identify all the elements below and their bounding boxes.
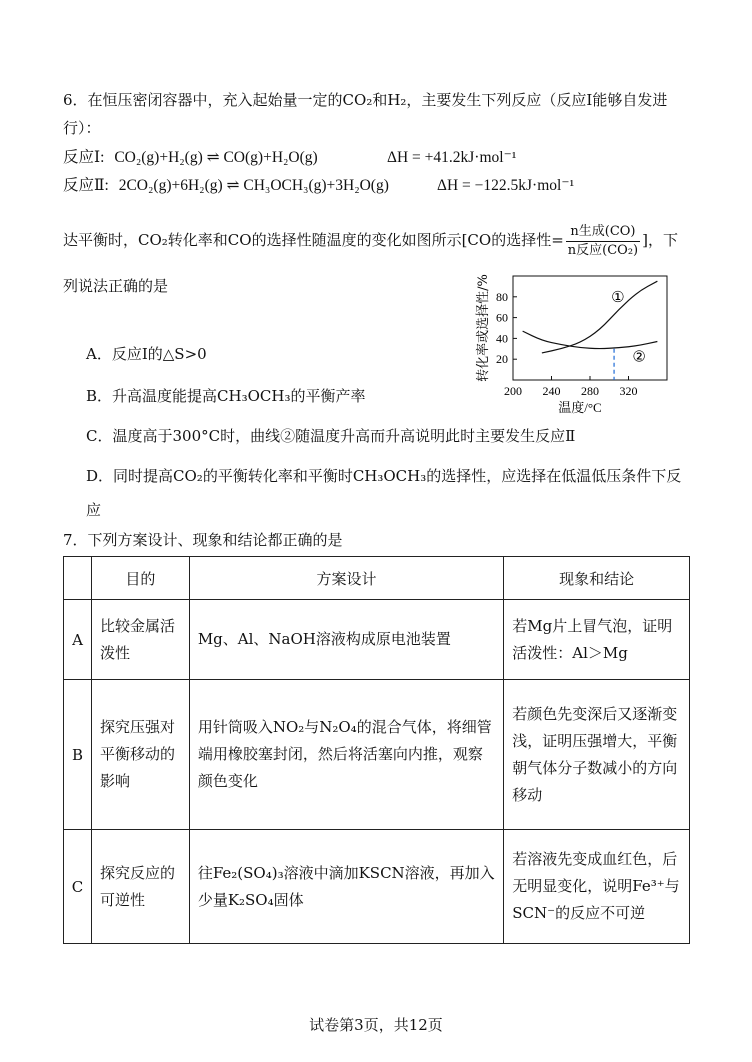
header-design: 方案设计 bbox=[189, 557, 503, 600]
fraction-numerator: n生成(CO) bbox=[566, 223, 640, 242]
row-label: C bbox=[64, 830, 92, 944]
option-b: B．升高温度能提高CH₃OCH₃的平衡产率 bbox=[86, 387, 366, 405]
row-label: A bbox=[64, 600, 92, 680]
q6-description bbox=[63, 222, 678, 260]
row-result: 若颜色先变深后又逐渐变浅，证明压强增大，平衡朝气体分子数减小的方向移动 bbox=[504, 680, 690, 830]
x-axis-label: 温度/°C bbox=[558, 400, 602, 415]
table-header-row bbox=[64, 557, 690, 600]
row-purpose: 探究反应的可逆性 bbox=[91, 830, 189, 944]
header-blank bbox=[64, 557, 92, 600]
q6-stem-line2: 行）： bbox=[63, 119, 101, 137]
conversion-selectivity-chart bbox=[440, 262, 680, 422]
x-tick-label: 200 bbox=[504, 384, 522, 398]
y-tick-label: 80 bbox=[496, 289, 508, 304]
selectivity-fraction bbox=[566, 223, 640, 260]
reaction-2-label: 反应Ⅱ: bbox=[63, 177, 109, 194]
y-tick-label: 60 bbox=[496, 310, 508, 325]
options-table bbox=[63, 556, 690, 944]
y-axis-label: 转化率或选择性/% bbox=[476, 274, 491, 382]
reaction-1-equation: CO₂(g)+H₂(g) ⇌ CO(g)+H₂O(g) bbox=[114, 149, 318, 166]
option-d: D．同时提高CO₂的平衡转化率和平衡时CH₃OCH₃的选择性，应选择在低温低压条件下反 bbox=[86, 467, 682, 485]
table-row bbox=[64, 830, 690, 944]
series-line-1 bbox=[542, 281, 658, 353]
y-tick-label: 40 bbox=[496, 331, 508, 346]
page-footer: 试卷第3页，共12页 bbox=[309, 1016, 443, 1034]
row-result: 若Mg片上冒气泡，证明活泼性：Al＞Mg bbox=[504, 600, 690, 680]
reaction-1 bbox=[63, 148, 318, 168]
reaction-2 bbox=[63, 176, 389, 196]
x-tick-label: 280 bbox=[581, 384, 599, 398]
series-line-2 bbox=[523, 331, 658, 348]
reaction-1-label: 反应Ⅰ: bbox=[63, 149, 105, 166]
x-tick-label: 320 bbox=[619, 384, 638, 398]
option-d-cont: 应 bbox=[86, 501, 102, 519]
chart-svg bbox=[440, 262, 680, 422]
fraction-denominator: n反应(CO₂) bbox=[567, 242, 639, 258]
reaction-1-enthalpy: ΔH = +41.2kJ·mol⁻¹ bbox=[387, 149, 517, 166]
table-row bbox=[64, 600, 690, 680]
q6-desc-line2: 列说法正确的是 bbox=[63, 277, 169, 295]
row-result: 若溶液先变成血红色，后无明显变化，说明Fe³⁺与SCN⁻的反应不可逆 bbox=[504, 830, 690, 944]
header-purpose: 目的 bbox=[91, 557, 189, 600]
row-design: 往Fe₂(SO₄)₃溶液中滴加KSCN溶液，再加入少量K₂SO₄固体 bbox=[189, 830, 503, 944]
table-row bbox=[64, 680, 690, 830]
q6-desc-prefix: 达平衡时，CO₂转化率和CO的选择性随温度的变化如图所示[CO的选择性= bbox=[63, 231, 564, 249]
option-c: C．温度高于300°C时，曲线②随温度升高而升高说明此时主要发生反应Ⅱ bbox=[86, 427, 576, 445]
row-design: 用针筒吸入NO₂与N₂O₄的混合气体，将细管端用橡胶塞封闭，然后将活塞向内推，观察颜色变化 bbox=[189, 680, 503, 830]
row-purpose: 比较金属活泼性 bbox=[91, 600, 189, 680]
q6-stem-line1: 6．在恒压密闭容器中，充入起始量一定的CO₂和H₂，主要发生下列反应（反应Ⅰ能够自发进 bbox=[63, 91, 668, 109]
q6-desc-suffix: ]，下 bbox=[642, 231, 678, 249]
y-tick-label: 20 bbox=[496, 352, 508, 367]
q7-stem: 7．下列方案设计、现象和结论都正确的是 bbox=[63, 531, 343, 549]
reaction-2-enthalpy: ΔH = −122.5kJ·mol⁻¹ bbox=[437, 177, 575, 194]
series-label-1: ① bbox=[611, 288, 625, 306]
x-tick-label: 240 bbox=[542, 384, 561, 398]
header-result: 现象和结论 bbox=[504, 557, 690, 600]
row-label: B bbox=[64, 680, 92, 830]
option-a: A．反应Ⅰ的△S>0 bbox=[86, 345, 207, 363]
reaction-2-equation: 2CO₂(g)+6H₂(g) ⇌ CH₃OCH₃(g)+3H₂O(g) bbox=[118, 177, 389, 194]
series-label-2: ② bbox=[632, 347, 646, 366]
row-purpose: 探究压强对平衡移动的影响 bbox=[91, 680, 189, 830]
row-design: Mg、Al、NaOH溶液构成原电池装置 bbox=[189, 600, 503, 680]
